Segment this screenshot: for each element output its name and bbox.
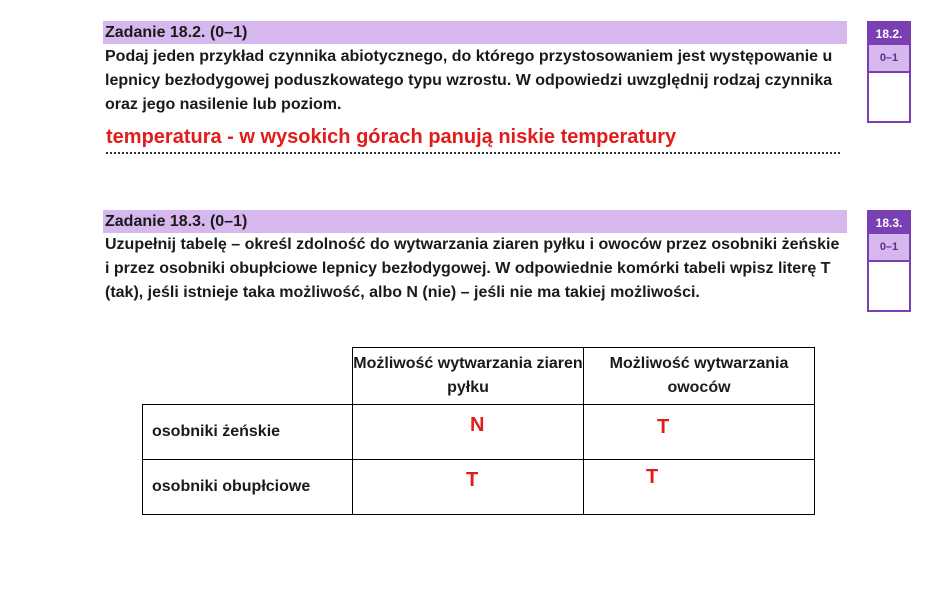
row-header-female: osobniki żeńskie (143, 405, 353, 460)
task-18-2-prompt: Podaj jeden przykład czynnika abiotycznego, do którego przystosowaniem jest występowanie u lepnicy bezłodygowej poduszkowatego typu wzrostu. W odpowiedzi uwzględnij rodzaj czynnika oraz jego nasilenie lub poziom. (105, 48, 833, 113)
answer-mark: T (466, 469, 479, 491)
score-box-18-3 (867, 210, 911, 312)
score-box-id: 18.3. (869, 212, 909, 234)
score-box-field[interactable] (869, 73, 909, 121)
score-box-id: 18.2. (869, 23, 909, 45)
cell-hermaphrodite-pollen[interactable] (353, 460, 584, 515)
column-header-pollen: Możliwość wytwarzania ziaren pyłku (353, 348, 584, 405)
cell-female-pollen[interactable] (353, 405, 584, 460)
answer-mark: T (657, 416, 670, 438)
task-18-2-header: Zadanie 18.2. (0–1) (103, 21, 847, 44)
answer-mark: N (470, 414, 485, 436)
column-header-fruit: Możliwość wytwarzania owoców (584, 348, 815, 405)
task-18-2-answer: temperatura - w wysokich górach panują niskie temperatury (106, 126, 677, 148)
cell-female-fruit[interactable] (584, 405, 815, 460)
score-box-points: 0–1 (869, 234, 909, 262)
task-18-3-prompt: Uzupełnij tabelę – określ zdolność do wytwarzania ziaren pyłku i owoców przez osobniki żeńskie i przez osobniki obupłciowe lepnicy bezłodygowej. W odpowiednie komórki tabeli wpisz literę T (tak), jeśli istnieje taka możliwość, albo N (nie) – jeśli nie ma takiej możliwości. (105, 236, 840, 301)
answer-line (106, 152, 840, 154)
score-box-18-2 (867, 21, 911, 123)
row-header-hermaphrodite: osobniki obupłciowe (143, 460, 353, 515)
table-row (143, 405, 815, 460)
score-box-points: 0–1 (869, 45, 909, 73)
score-box-field[interactable] (869, 262, 909, 310)
answer-table (142, 347, 815, 515)
answer-mark: T (646, 466, 659, 488)
table-row (143, 460, 815, 515)
table-corner (143, 348, 353, 405)
cell-hermaphrodite-fruit[interactable] (584, 460, 815, 515)
task-18-3-header: Zadanie 18.3. (0–1) (103, 210, 847, 233)
